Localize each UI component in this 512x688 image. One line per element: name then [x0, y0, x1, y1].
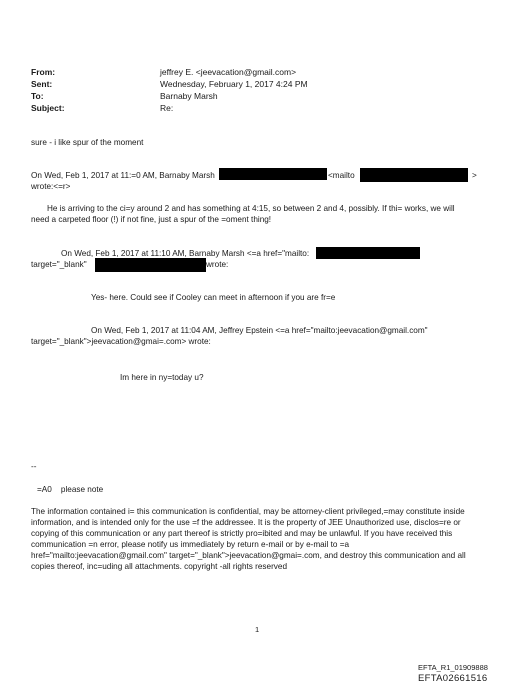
quote1-mailto: <mailto — [328, 171, 355, 180]
from-label: From: — [31, 67, 56, 77]
quote1-header: On Wed, Feb 1, 2017 at 11:=0 AM, Barnaby Marsh — [31, 171, 215, 180]
redaction-block — [316, 247, 420, 259]
quote1-body-line2: need a carpeted floor (!) if not fine, just a spur of the =oment thing! — [31, 215, 272, 224]
subject-value: Re: — [160, 103, 174, 113]
redaction-block — [219, 168, 327, 180]
bates-number-2: EFTA02661516 — [418, 673, 488, 684]
to-value: Barnaby Marsh — [160, 91, 218, 101]
sent-value: Wednesday, February 1, 2017 4:24 PM — [160, 79, 308, 89]
quote1-body-line1: He is arriving to the ci=y around 2 and has something at 4:15, so between 2 and 4, possibly. If thi= works, we will — [47, 204, 455, 213]
subject-label: Subject: — [31, 103, 65, 113]
page-number: 1 — [255, 625, 260, 634]
signature-note: =A0 please note — [37, 485, 104, 494]
sent-label: Sent: — [31, 79, 53, 89]
bates-number-1: EFTA_R1_01909888 — [418, 663, 488, 672]
redaction-block — [360, 168, 468, 182]
quote3-target: target="_blank">jeevacation@gmai=.com> wrote: — [31, 337, 211, 346]
signature-dash: -- — [31, 462, 37, 471]
quote3-header: On Wed, Feb 1, 2017 at 11:04 AM, Jeffrey Epstein <=a href="mailto:jeevacation@gmail.com" — [91, 326, 428, 335]
quote3-body: Im here in ny=today u? — [120, 373, 204, 382]
redaction-block — [95, 258, 206, 272]
quote1-bracket: > — [472, 171, 477, 180]
from-value: jeffrey E. <jeevacation@gmail.com> — [160, 67, 297, 77]
quote2-body: Yes- here. Could see if Cooley can meet in afternoon if you are fr=e — [91, 293, 336, 302]
quote2-target: target="_blank" — [31, 260, 87, 269]
quote2-header: On Wed, Feb 1, 2017 at 11:10 AM, Barnaby Marsh <=a href="mailto: — [61, 249, 310, 258]
to-label: To: — [31, 91, 44, 101]
quote1-wrote: wrote:<=r> — [31, 182, 71, 191]
disclaimer-paragraph: The information contained i= this communication is confidential, may be attorney-client privileged,=may constitute inside information, and is intended only for the use =f the addressee. It is the property of JEE Unauthorized use, disclos=re or copying of this communication or any part thereof is strictly pro=ibited and may be unlawful. If you have received this communication =n error, please notify us immediately by return e-mail or by e-mail to =a href="mailto:jeevacation@gmail.com" target="_blank">jeevacation@gmai=.com, and destroy this communication and all copies thereof, inc=uding all attachments. copyright -all rights reserved — [31, 507, 466, 571]
quote2-wrote: wrote: — [206, 260, 229, 269]
reply-text: sure - i like spur of the moment — [31, 138, 144, 147]
